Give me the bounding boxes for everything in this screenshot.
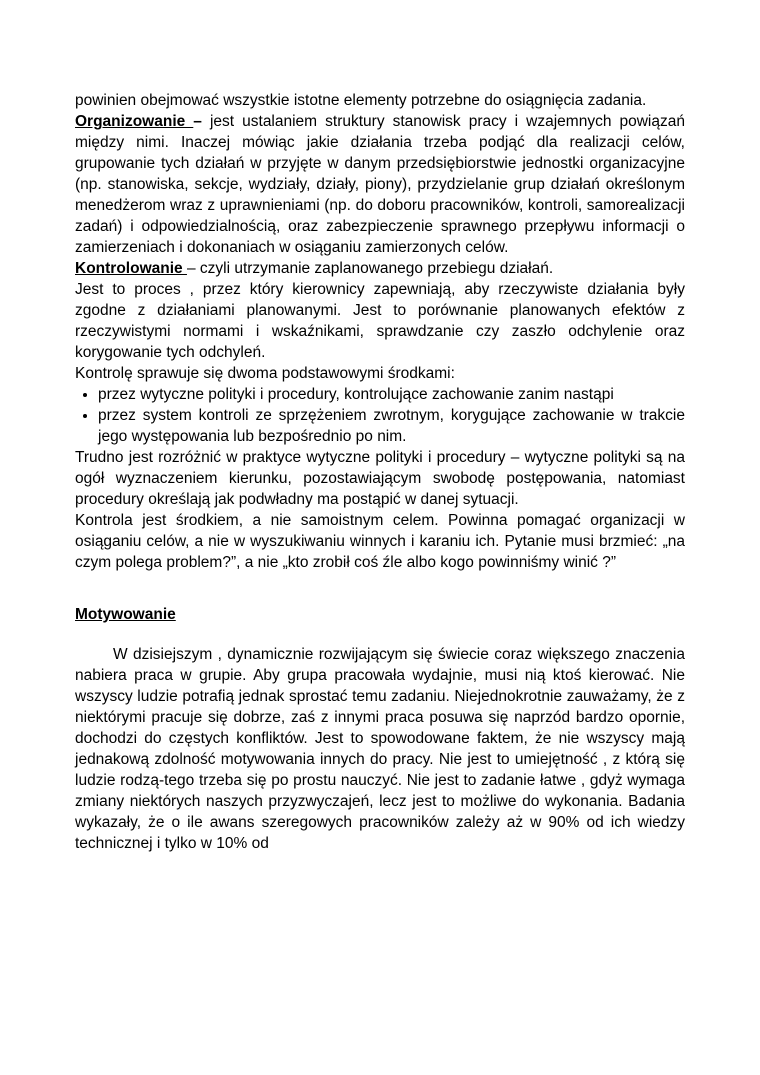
paragraph-kontrolowanie bbox=[75, 258, 685, 279]
paragraph-text: jest ustalaniem struktury stanowisk pracy i wzajemnych powiązań między nimi. Inaczej mówiąc jakie działania trzeba podjąć dla realizacji celów, grupowanie tych działań w przyjęte w danym przedsiębiorstwie jednostki organizacyjne (np. stanowiska, sekcje, wydziały, działy, piony), przydzielanie grup działań określonym menedżerom wraz z uprawnieniami (np. do doboru pracowników, kontroli, samorealizacji zadań) i odpowiedzialnością, oraz zabezpieczenie sprawnego przepływu informacji o zamierzeniach i dokonaniach w osiąganiu zamierzonych celów. bbox=[75, 113, 685, 256]
bullet-item: • przez wytyczne polityki i procedury, kontrolujące zachowanie zanim nastąpi bbox=[98, 384, 685, 405]
dash-separator: – bbox=[193, 113, 210, 130]
paragraph-motywowanie-body: W dzisiejszym , dynamicznie rozwijającym się świecie coraz większego znaczenia nabiera praca w grupie. Aby grupa pracowała wydajnie, musi nią ktoś kierować. Nie wszyscy ludzie potrafią jednak sprostać temu zadaniu. Niejednokrotnie zauważamy, że z niektórymi pracuje się dobrze, zaś z innymi praca posuwa się naprzód bardzo opornie, dochodzi do częstych konfliktów. Jest to spowodowane faktem, że nie wszyscy mają jednakową zdolność motywowania innych do pracy. Nie jest to umiejętność , z którą się ludzie rodzą-tego trzeba się po prostu nauczyć. Nie jest to zadanie łatwe , gdyż wymaga zmiany niektórych naszych przyzwyczajeń, lecz jest to możliwe do wykonania. Badania wykazały, że o ile awans szeregowych pracowników zależy aż w 90% od ich wiedzy technicznej i tylko w 10% od bbox=[75, 646, 685, 852]
bullet-item: • przez system kontroli ze sprzężeniem zwrotnym, korygujące zachowanie w trakcie jego występowania lub bezpośrednio po nim. bbox=[98, 405, 685, 447]
paragraph-proces-kontroli: Jest to proces , przez który kierownicy zapewniają, aby rzeczywiste działania były zgodne z działaniami planowanymi. Jest to porównanie planowanych efektów z rzeczywistymi normami i wskaźnikami, sprawdzanie czy zaszło odchylenie oraz korygowanie tych odchyleń. bbox=[75, 281, 685, 361]
paragraph-trudno-rozroznic: Trudno jest rozróżnić w praktyce wytyczne polityki i procedury – wytyczne polityki są na ogół wyznaczeniem kierunku, pozostawiającym swobodę postępowania, natomiast procedury określają jak podwładny ma postąpić w danej sytuacji. bbox=[75, 449, 685, 508]
term-kontrolowanie: Kontrolowanie bbox=[75, 260, 187, 277]
paragraph-continuation: powinien obejmować wszystkie istotne elementy potrzebne do osiągnięcia zadania. bbox=[75, 92, 647, 109]
term-organizowanie: Organizowanie bbox=[75, 113, 194, 130]
paragraph-text: – czyli utrzymanie zaplanowanego przebiegu działań. bbox=[186, 260, 554, 277]
paragraph-kontrola-srodek: Kontrola jest środkiem, a nie samoistnym celem. Powinna pomagać organizacji w osiąganiu celów, a nie w wyszukiwaniu winnych i karaniu ich. Pytanie musi brzmieć: „na czym polega problem?”, a nie „kto zrobił coś źle albo kogo powinniśmy winić ?” bbox=[75, 512, 685, 571]
bullet-list bbox=[75, 384, 685, 447]
paragraph-kontrole-srodki: Kontrolę sprawuje się dwoma podstawowymi środkami: bbox=[75, 365, 455, 382]
section-heading-motywowanie: Motywowanie bbox=[75, 606, 176, 623]
paragraph-organizowanie bbox=[75, 111, 685, 258]
